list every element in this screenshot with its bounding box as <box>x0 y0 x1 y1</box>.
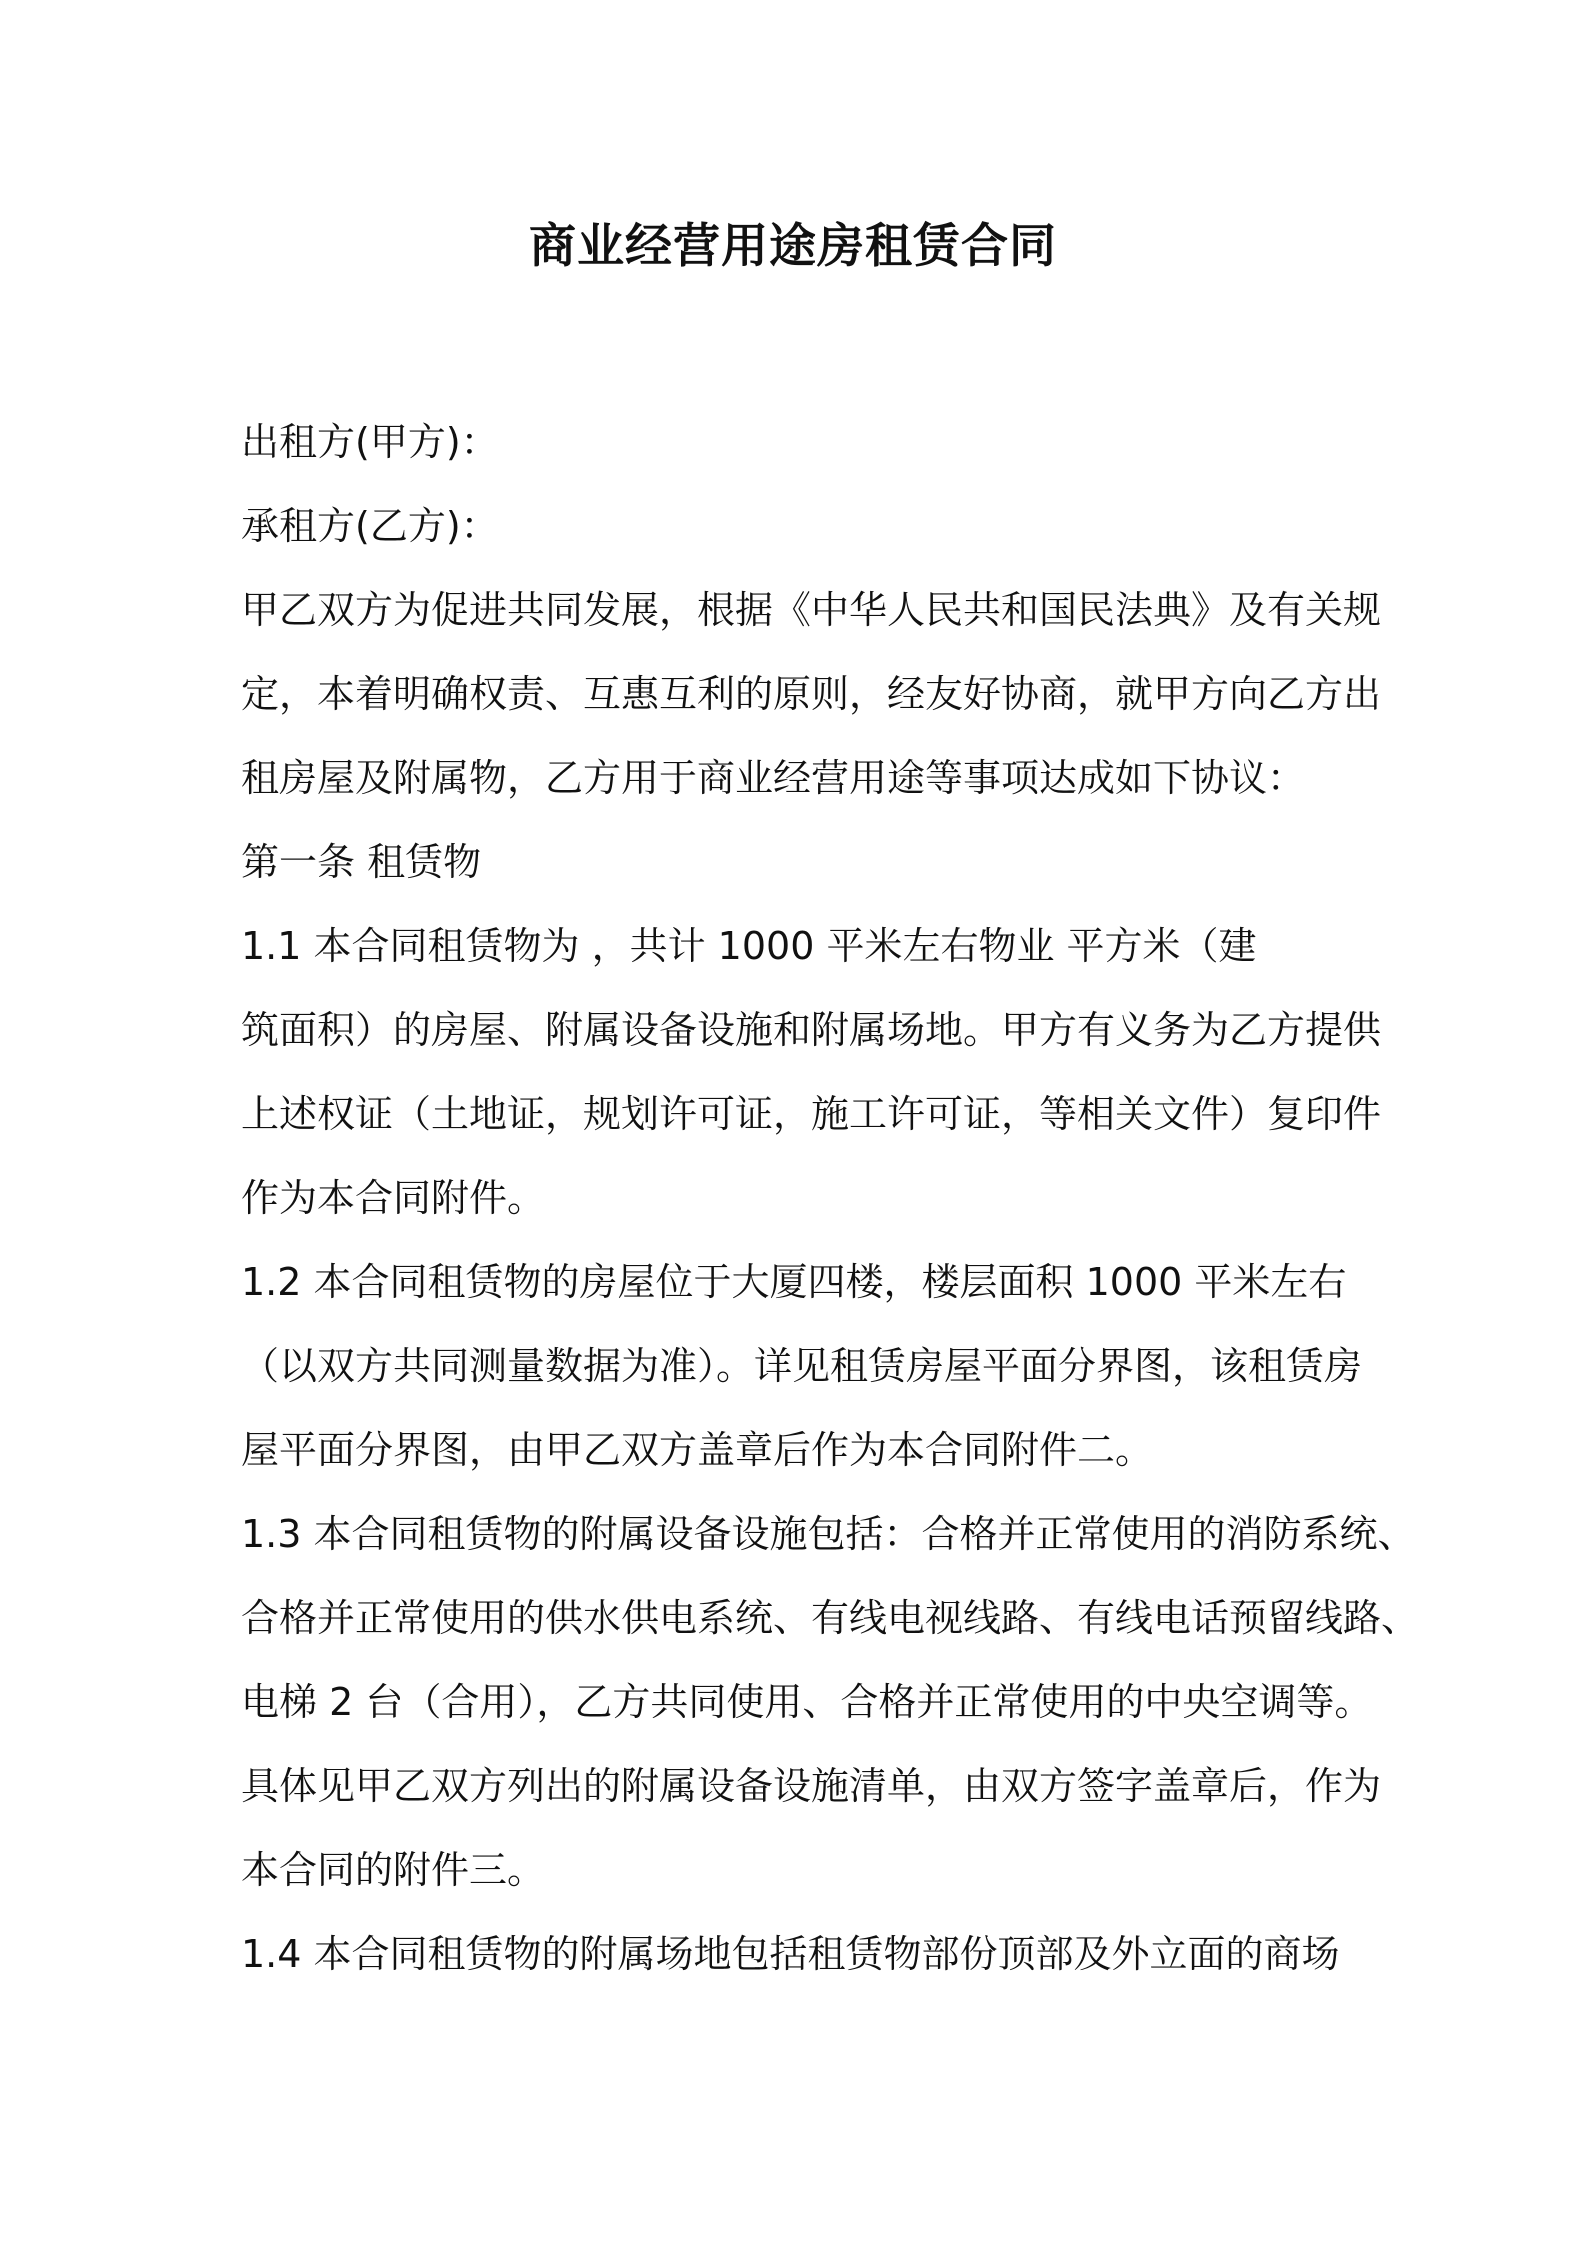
text-line: 筑面积）的房屋、附属设备设施和附属场地。甲方有义务为乙方提供 <box>241 1008 1382 1052</box>
text-line: 作为本合同附件。 <box>241 1176 546 1220</box>
text-line: 1.3 本合同租赁物的附属设备设施包括：合格并正常使用的消防系统、 <box>241 1512 1416 1556</box>
text-line: 上述权证（土地证，规划许可证，施工许可证，等相关文件）复印件 <box>241 1092 1382 1136</box>
section-heading: 第一条 租赁物 <box>241 840 482 884</box>
text-line: （以双方共同测量数据为准）。详见租赁房屋平面分界图，该租赁房 <box>241 1344 1363 1388</box>
text-line: 具体见甲乙双方列出的附属设备设施清单，由双方签字盖章后，作为 <box>241 1764 1382 1808</box>
document-title: 商业经营用途房租赁合同 <box>529 219 1057 274</box>
text-line: 1.1 本合同租赁物为 ，共计 1000 平米左右物业 平方米（建 <box>241 924 1257 968</box>
text-line: 定，本着明确权责、互惠互利的原则，经友好协商，就甲方向乙方出 <box>241 672 1382 716</box>
text-line: 电梯 2 台（合用），乙方共同使用、合格并正常使用的中央空调等。 <box>241 1680 1373 1724</box>
text-line: 甲乙双方为促进共同发展，根据《中华人民共和国民法典》及有关规 <box>241 588 1382 632</box>
text-line: 租房屋及附属物，乙方用于商业经营用途等事项达成如下协议： <box>241 756 1306 800</box>
text-line: 屋平面分界图，由甲乙双方盖章后作为本合同附件二。 <box>241 1428 1154 1472</box>
document-body <box>241 400 1420 1996</box>
text-line: 承租方(乙方)： <box>241 504 499 548</box>
text-line: 本合同的附件三。 <box>241 1848 546 1892</box>
text-line: 1.4 本合同租赁物的附属场地包括租赁物部份顶部及外立面的商场 <box>241 1932 1340 1976</box>
text-line: 出租方(甲方)： <box>241 420 499 464</box>
text-line: 合格并正常使用的供水供电系统、有线电视线路、有线电话预留线路、 <box>241 1596 1420 1640</box>
text-line: 1.2 本合同租赁物的房屋位于大厦四楼，楼层面积 1000 平米左右 <box>241 1260 1347 1304</box>
